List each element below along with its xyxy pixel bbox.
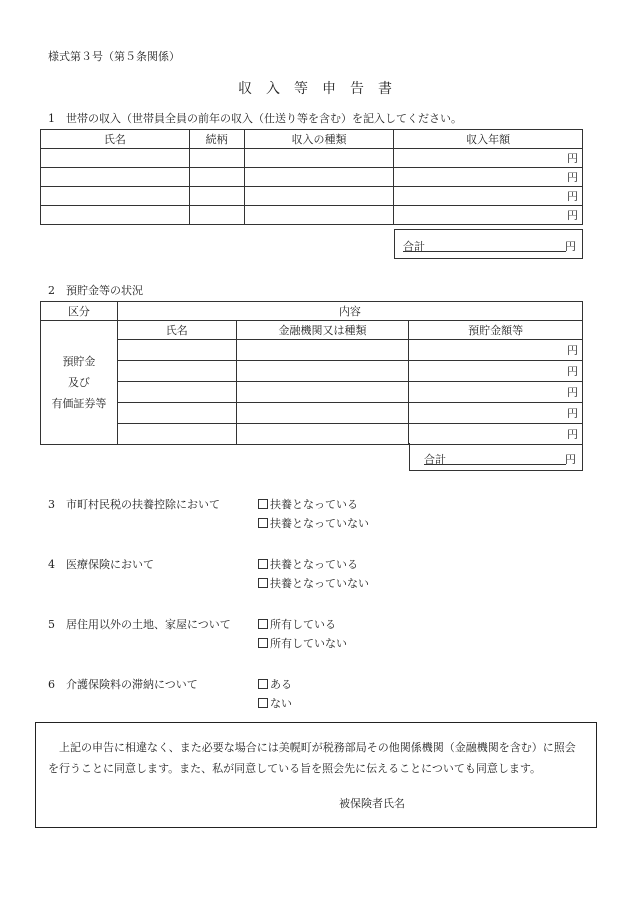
name-cell[interactable] bbox=[117, 382, 236, 403]
header-name: 氏名 bbox=[41, 130, 190, 149]
section4-option-1[interactable]: 扶養となっている bbox=[258, 556, 358, 572]
table-row bbox=[41, 424, 583, 445]
name-cell[interactable] bbox=[41, 168, 190, 187]
category-line: 有価証券等 bbox=[51, 397, 107, 410]
category-cell bbox=[41, 321, 118, 445]
income-total-box[interactable] bbox=[394, 229, 583, 259]
relation-cell[interactable] bbox=[189, 149, 244, 168]
consent-box bbox=[35, 722, 597, 828]
annual-income-cell[interactable]: 円 bbox=[394, 206, 583, 225]
header-relation: 続柄 bbox=[189, 130, 244, 149]
institution-cell[interactable] bbox=[236, 382, 409, 403]
section3-title: 3 市町村民税の扶養控除において bbox=[48, 498, 220, 511]
section2-title: 2 預貯金等の状況 bbox=[48, 284, 143, 297]
relation-cell[interactable] bbox=[189, 206, 244, 225]
amount-cell[interactable]: 円 bbox=[409, 340, 583, 361]
name-cell[interactable] bbox=[117, 403, 236, 424]
annual-income-cell[interactable]: 円 bbox=[394, 168, 583, 187]
name-cell[interactable] bbox=[117, 424, 236, 445]
table-row bbox=[41, 403, 583, 424]
income-header-row bbox=[41, 130, 583, 149]
amount-cell[interactable]: 円 bbox=[409, 424, 583, 445]
income-table bbox=[40, 129, 583, 225]
income-total-label: 合計 bbox=[403, 240, 425, 253]
checkbox[interactable] bbox=[258, 518, 268, 528]
checkbox[interactable] bbox=[258, 559, 268, 569]
savings-header-row bbox=[41, 302, 583, 321]
checkbox[interactable] bbox=[258, 638, 268, 648]
savings-total-label: 合計 bbox=[424, 453, 446, 466]
institution-cell[interactable] bbox=[236, 424, 409, 445]
header-category: 区分 bbox=[41, 302, 118, 321]
amount-cell[interactable]: 円 bbox=[409, 382, 583, 403]
institution-cell[interactable] bbox=[236, 340, 409, 361]
table-row bbox=[41, 361, 583, 382]
name-cell[interactable] bbox=[117, 361, 236, 382]
amount-cell[interactable]: 円 bbox=[409, 361, 583, 382]
relation-cell[interactable] bbox=[189, 168, 244, 187]
table-row bbox=[41, 168, 583, 187]
checkbox[interactable] bbox=[258, 578, 268, 588]
annual-income-cell[interactable]: 円 bbox=[394, 149, 583, 168]
income-total-unit: 円 bbox=[565, 240, 576, 253]
header-content: 内容 bbox=[117, 302, 582, 321]
section6-title: 6 介護保険料の滞納について bbox=[48, 678, 198, 691]
section4-option-2[interactable]: 扶養となっていない bbox=[258, 575, 369, 591]
signature-label: 被保険者氏名 bbox=[339, 797, 405, 810]
name-cell[interactable] bbox=[41, 206, 190, 225]
section6-option-2[interactable]: ない bbox=[258, 695, 292, 711]
income-type-cell[interactable] bbox=[244, 149, 394, 168]
section4-title: 4 医療保険において bbox=[48, 558, 154, 571]
checkbox[interactable] bbox=[258, 499, 268, 509]
subheader-amount: 預貯金額等 bbox=[409, 321, 583, 340]
relation-cell[interactable] bbox=[189, 187, 244, 206]
section1-title: 1 世帯の収入（世帯員全員の前年の収入（仕送り等を含む）を記入してください。 bbox=[48, 112, 462, 125]
section3-option-2[interactable]: 扶養となっていない bbox=[258, 515, 369, 531]
table-row bbox=[41, 206, 583, 225]
subheader-name: 氏名 bbox=[117, 321, 236, 340]
section5-title: 5 居住用以外の土地、家屋について bbox=[48, 618, 231, 631]
category-line: 及び bbox=[67, 376, 90, 389]
table-row bbox=[41, 187, 583, 206]
checkbox[interactable] bbox=[258, 679, 268, 689]
table-row bbox=[41, 382, 583, 403]
savings-total-box[interactable] bbox=[409, 443, 583, 471]
savings-subheader-row bbox=[41, 321, 583, 340]
subheader-institution: 金融機関又は種類 bbox=[236, 321, 409, 340]
name-cell[interactable] bbox=[41, 187, 190, 206]
checkbox[interactable] bbox=[258, 619, 268, 629]
savings-total-unit: 円 bbox=[565, 453, 576, 466]
section3-option-1[interactable]: 扶養となっている bbox=[258, 496, 358, 512]
checkbox[interactable] bbox=[258, 698, 268, 708]
section5-option-2[interactable]: 所有していない bbox=[258, 635, 347, 651]
income-type-cell[interactable] bbox=[244, 206, 394, 225]
form-number: 様式第３号（第５条関係） bbox=[48, 50, 180, 63]
name-cell[interactable] bbox=[41, 149, 190, 168]
table-row bbox=[41, 340, 583, 361]
amount-cell[interactable]: 円 bbox=[409, 403, 583, 424]
name-cell[interactable] bbox=[117, 340, 236, 361]
section5-option-1[interactable]: 所有している bbox=[258, 616, 336, 632]
institution-cell[interactable] bbox=[236, 361, 409, 382]
table-row bbox=[41, 149, 583, 168]
income-total-underline bbox=[403, 251, 566, 252]
annual-income-cell[interactable]: 円 bbox=[394, 187, 583, 206]
header-income-type: 収入の種類 bbox=[244, 130, 394, 149]
savings-total-underline bbox=[424, 464, 566, 465]
institution-cell[interactable] bbox=[236, 403, 409, 424]
page-title: 収入等申告書 bbox=[238, 81, 406, 97]
savings-table bbox=[40, 301, 583, 445]
header-annual-income: 収入年額 bbox=[394, 130, 583, 149]
income-type-cell[interactable] bbox=[244, 187, 394, 206]
consent-text: 上記の申告に相違なく、また必要な場合には美幌町が税務部局その他関係機関（金融機関を含む）に照会を行うことに同意します。また、私が同意している旨を照会先に伝えることについても同意します。 bbox=[48, 741, 576, 775]
income-type-cell[interactable] bbox=[244, 168, 394, 187]
category-line: 預貯金 bbox=[62, 355, 96, 368]
section6-option-1[interactable]: ある bbox=[258, 676, 292, 692]
